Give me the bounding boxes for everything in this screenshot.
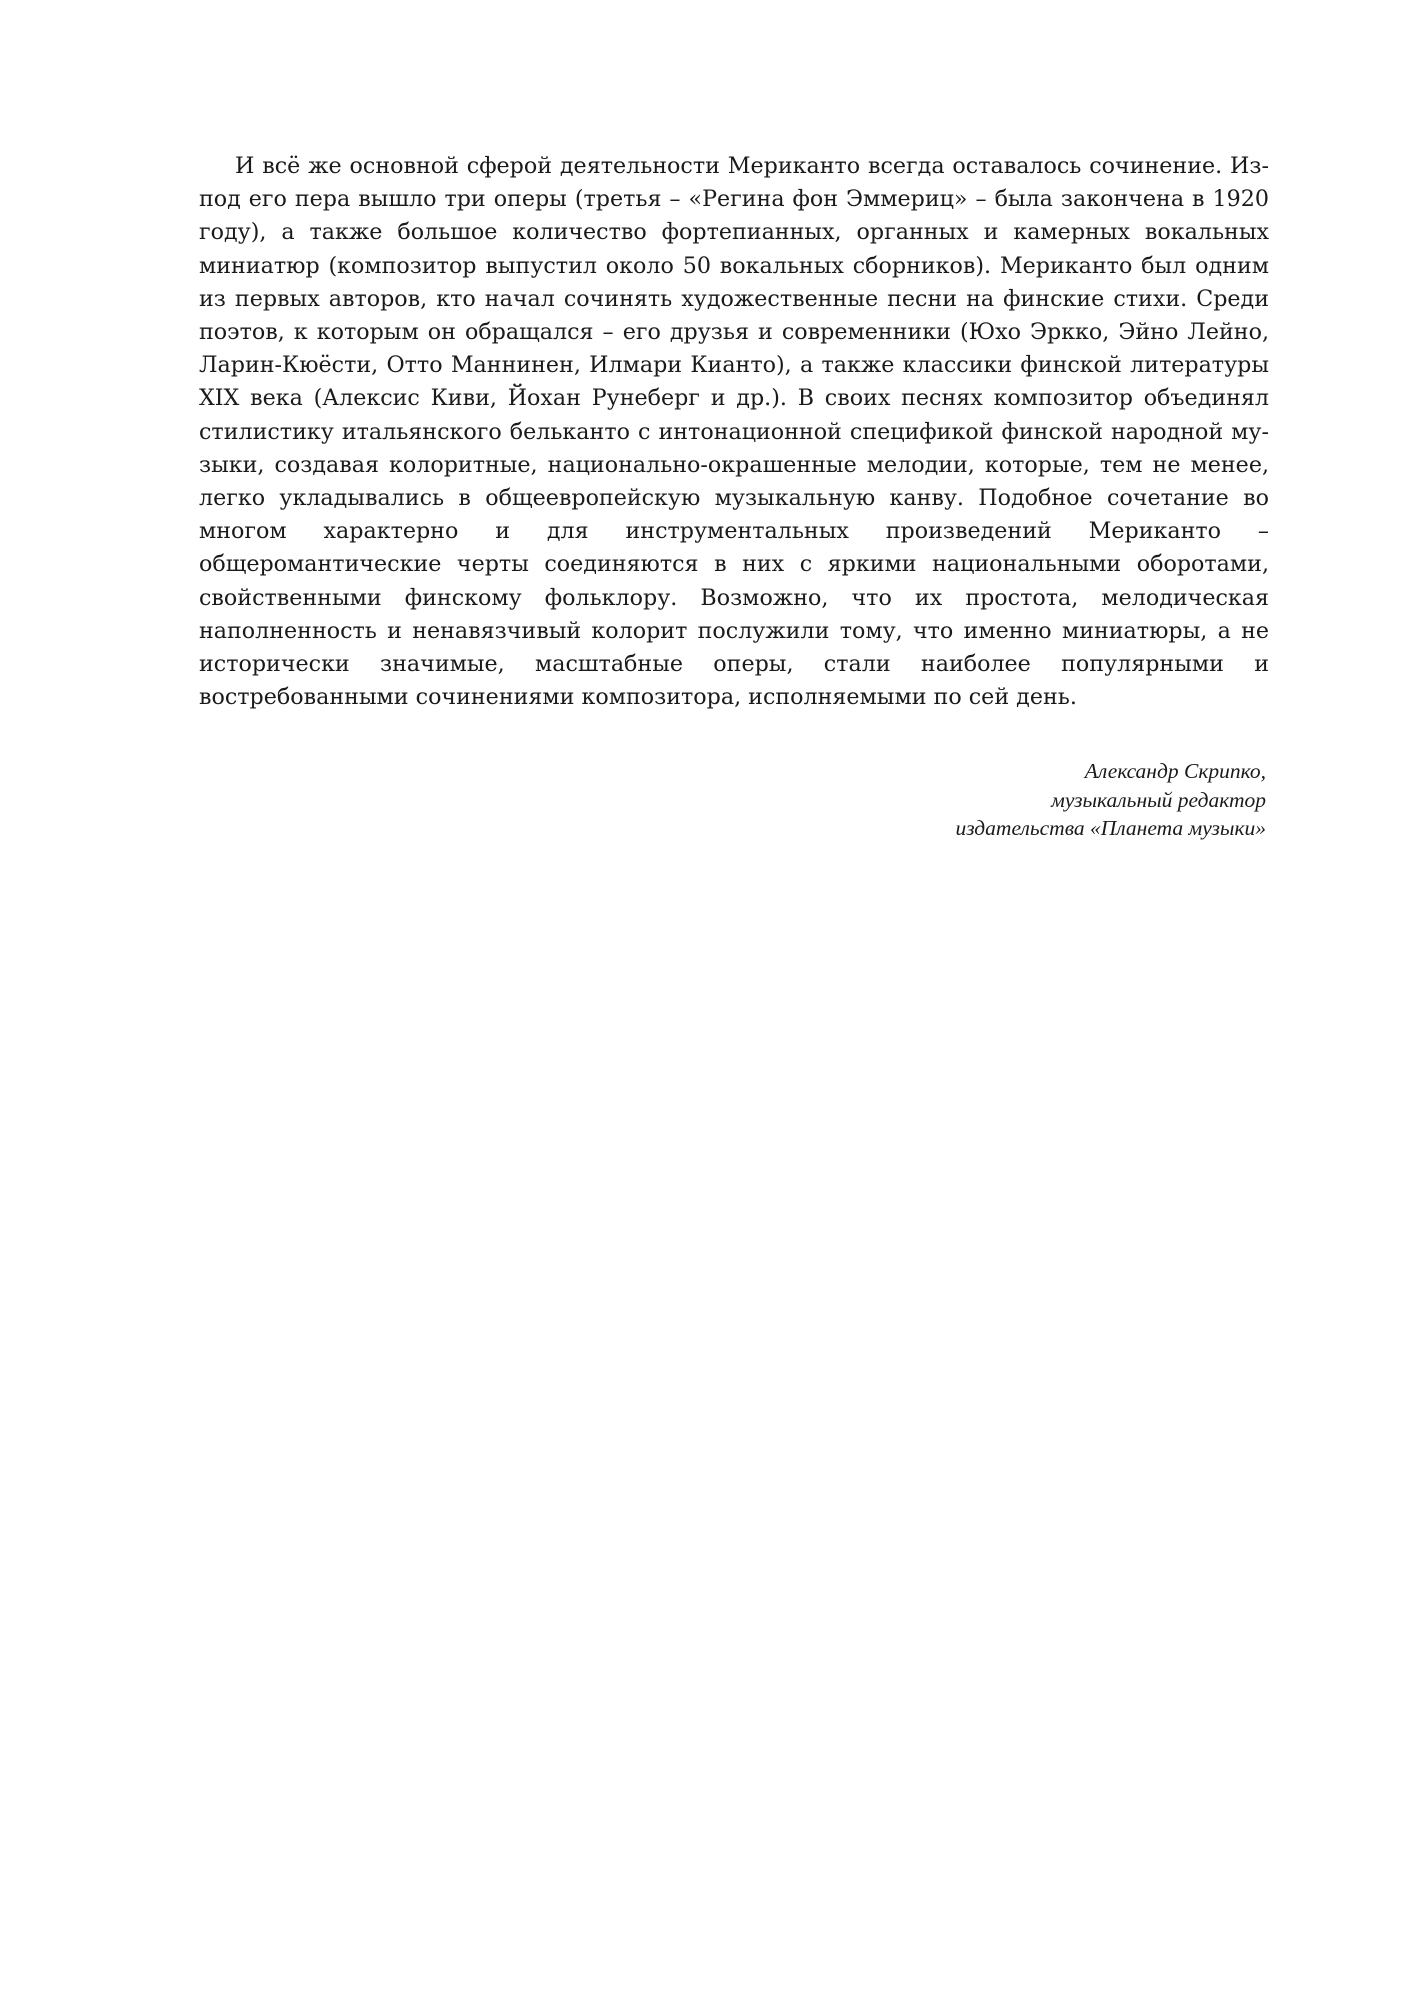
main-text [199,150,1269,714]
author-publisher: издательства «Планета музыки» [955,816,1266,840]
author-name: Александр Скрипко, [1084,759,1266,783]
author-signature [955,757,1266,843]
author-role: музыкальный редактор [1051,787,1266,812]
body-paragraph: И всё же основной сферой деятельности Мериканто всегда оставалось сочинение. Из-под его пера вышло три оперы (третья – «Регина фон Эммериц» – была закончена в 1920 году), а также большое количество фортепианных, органных и камерных вокальных миниатюр (композитор выпустил около 50 вокальных сборников). Мериканто был одним из первых авторов, кто начал сочинять художественные песни на финские стихи. Среди поэтов, к которым он обращался – его друзья и современники (Юхо Эркко, Эйно Лейно, Ларин-Кюёсти, Отто Маннинен, Илмари Кианто), а также классики финской литературы XIX века (Алексис Киви, Йохан Рунеберг и др.). В своих песнях композитор объединял стилистику итальянского бельканто с интонационной спецификой финской народной музыки, создавая колоритные, национально-окрашенные мелодии, которые, тем не менее, легко укладывались в общеевропейскую музыкальную канву. Подобное сочетание во многом характерно и для инструментальных произведений Мериканто – общеромантические черты соединяются в них с яркими национальными оборотами, свойственными финскому фольклору. Возможно, что их простота, мелодическая наполненность и ненавязчивый колорит послужили тому, что именно миниатюры, а не исторически значимые, масштабные оперы, стали наиболее популярными и востребованными сочинениями композитора, исполняемыми по сей день. [199,153,1269,711]
